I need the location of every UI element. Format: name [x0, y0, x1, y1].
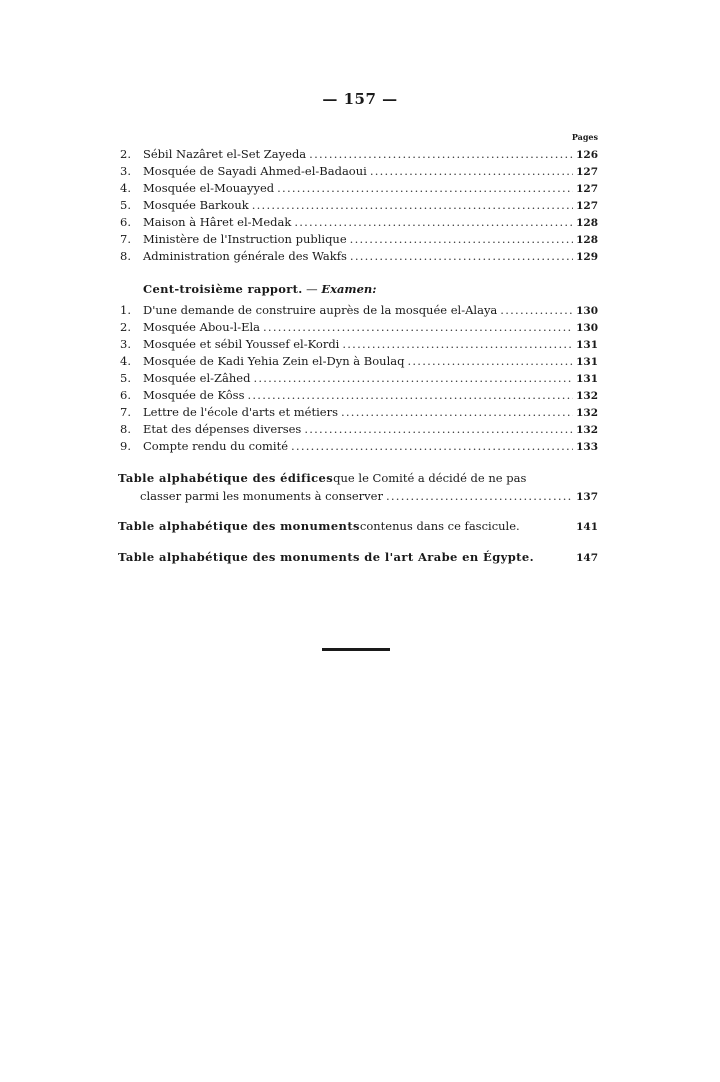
section-heading	[143, 282, 377, 296]
entry-title: Compte rendu du comité	[143, 439, 289, 453]
entry-page: 147	[576, 552, 598, 564]
toc-entry	[120, 164, 598, 181]
dot-leader	[350, 232, 573, 246]
entry-number: 5.	[120, 198, 131, 212]
entry-page: 128	[576, 217, 598, 229]
dot-leader	[342, 337, 573, 351]
entry-title: Mosquée el-Mouayyed	[143, 181, 275, 195]
pages-column-label: Pages	[571, 132, 598, 142]
entry-number: 8.	[120, 249, 131, 263]
dot-leader	[294, 215, 573, 229]
dot-leader	[304, 422, 573, 436]
entry-title: D'une demande de construire auprès de la mosquée el-Alaya	[143, 303, 498, 317]
entry-page: 132	[576, 390, 598, 402]
toc-entry	[120, 354, 598, 371]
dot-leader	[277, 181, 573, 195]
entry-title: Ministère de l'Instruction publique	[143, 232, 347, 246]
entry-number: 7.	[120, 405, 131, 419]
entry-number: 8.	[120, 422, 131, 436]
toc-entry	[120, 215, 598, 232]
entry-page: 127	[576, 183, 598, 195]
entry-page: 131	[576, 356, 598, 368]
entry-page: 130	[576, 322, 598, 334]
entry-title: Administration générale des Wakfs	[143, 249, 347, 263]
table-entry-title: Table alphabétique des monuments de l'art Arabe en Égypte.	[118, 550, 535, 564]
closing-rule	[322, 648, 390, 651]
dot-leader	[252, 198, 573, 212]
entry-page: 127	[576, 200, 598, 212]
entry-page: 128	[576, 234, 598, 246]
entry-title: Mosquée de Kôss	[143, 388, 245, 402]
entry-page: 133	[576, 441, 598, 453]
toc-entry	[120, 303, 598, 320]
page-number: — 157 —	[322, 90, 398, 108]
dot-leader	[253, 371, 573, 385]
entry-number: 3.	[120, 164, 131, 178]
entry-number: 4.	[120, 354, 131, 368]
dot-leader	[370, 164, 573, 178]
entry-title: Sébil Nazâret el-Set Zayeda	[143, 147, 307, 161]
table-entry-edifices	[118, 471, 598, 507]
entry-title: Mosquée Barkouk	[143, 198, 249, 212]
entry-page: 132	[576, 407, 598, 419]
entry-page: 132	[576, 424, 598, 436]
toc-entry	[120, 232, 598, 249]
entry-number: 6.	[120, 215, 131, 229]
table-entry-title: Table alphabétique des édifices	[118, 471, 334, 485]
entry-title: Mosquée de Sayadi Ahmed-el-Badaoui	[143, 164, 367, 178]
dot-leader	[263, 320, 573, 334]
entry-title: Lettre de l'école d'arts et métiers	[143, 405, 338, 419]
entry-number: 7.	[120, 232, 131, 246]
dot-leader	[309, 147, 573, 161]
entry-page: 130	[576, 305, 598, 317]
entry-number: 5.	[120, 371, 131, 385]
table-entry-text: classer parmi les monuments à conserver	[140, 489, 383, 503]
entry-number: 6.	[120, 388, 131, 402]
table-entry-text: que le Comité a décidé de ne pas	[333, 471, 527, 485]
entry-number: 3.	[120, 337, 131, 351]
table-entry-text: contenus dans ce fascicule.	[359, 519, 520, 533]
entry-page: 141	[576, 521, 598, 533]
toc-entry	[120, 147, 598, 164]
entry-title: Mosquée el-Zâhed	[143, 371, 251, 385]
table-entry-line	[118, 489, 598, 507]
entry-number: 2.	[120, 147, 131, 161]
entry-number: 9.	[120, 439, 131, 453]
entry-page: 126	[576, 149, 598, 161]
toc-entry	[120, 388, 598, 405]
entry-title: Mosquée et sébil Youssef el-Kordi	[143, 337, 340, 351]
toc-entry	[120, 405, 598, 422]
dot-leader	[500, 303, 573, 317]
table-entry-art-arabe	[118, 550, 598, 568]
entry-title: Mosquée de Kadi Yehia Zein el-Dyn à Boulaq	[143, 354, 405, 368]
dot-leader	[291, 439, 573, 453]
table-entry-line	[118, 471, 598, 489]
table-entry-title: Table alphabétique des monuments	[118, 519, 360, 533]
entry-page: 137	[576, 491, 598, 503]
heading-subtitle: Examen:	[321, 282, 377, 296]
toc-entry	[120, 198, 598, 215]
entry-number: 2.	[120, 320, 131, 334]
entry-page: 131	[576, 373, 598, 385]
toc-entry	[120, 371, 598, 388]
toc-entry	[120, 439, 598, 456]
dot-leader	[341, 405, 573, 419]
table-entry-monuments	[118, 519, 598, 537]
table-entry-line	[118, 550, 598, 568]
toc-entry	[120, 422, 598, 439]
heading-title: Cent-troisième rapport.	[143, 282, 303, 296]
entry-number: 1.	[120, 303, 131, 317]
table-entry-line	[118, 519, 598, 537]
entry-page: 129	[576, 251, 598, 263]
entry-page: 131	[576, 339, 598, 351]
entry-title: Etat des dépenses diverses	[143, 422, 302, 436]
toc-entry	[120, 181, 598, 198]
entry-title: Mosquée Abou-l-Ela	[143, 320, 261, 334]
dot-leader	[247, 388, 573, 402]
entry-page: 127	[576, 166, 598, 178]
heading-dash: —	[302, 282, 322, 296]
entry-number: 4.	[120, 181, 131, 195]
toc-entry	[120, 249, 598, 266]
dot-leader	[350, 249, 573, 263]
dot-leader	[407, 354, 573, 368]
entry-title: Maison à Hâret el-Medak	[143, 215, 292, 229]
toc-entry	[120, 337, 598, 354]
toc-entry	[120, 320, 598, 337]
dot-leader	[386, 489, 573, 503]
